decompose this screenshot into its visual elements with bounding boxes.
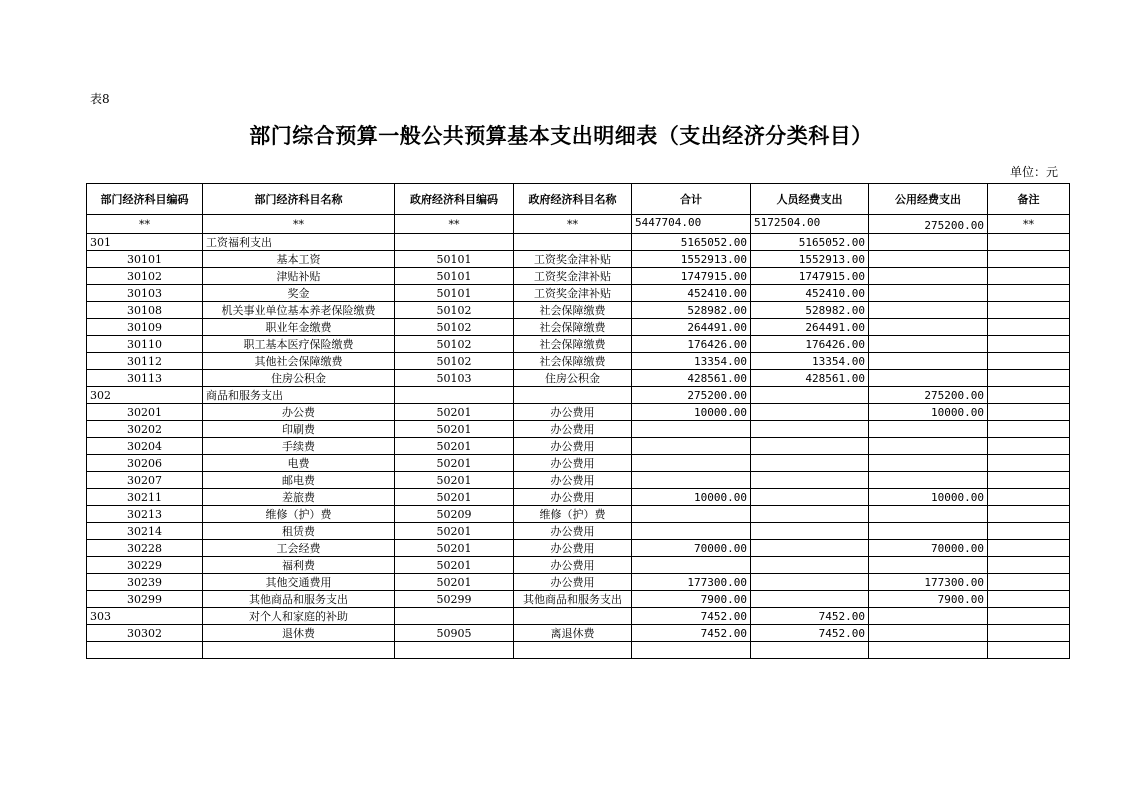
cell-gname: 工资奖金津补贴 [514,268,632,285]
cell-name [203,642,395,659]
cell-name: 维修（护）费 [203,506,395,523]
cell-personnel [751,591,869,608]
cell-note [988,455,1070,472]
cell-public [869,234,988,251]
cell-public [869,523,988,540]
cell-code: 30102 [87,268,203,285]
cell-code: 30239 [87,574,203,591]
cell-note [988,523,1070,540]
cell-name: 其他交通费用 [203,574,395,591]
cell-public [869,421,988,438]
cell-note [988,234,1070,251]
table-row [87,625,1070,642]
cell-total: 176426.00 [632,336,751,353]
cell-name: 其他社会保障缴费 [203,353,395,370]
cell-note [988,421,1070,438]
cell-name: 住房公积金 [203,370,395,387]
cell-gname [514,642,632,659]
cell-public [869,608,988,625]
cell-total [632,523,751,540]
cell-name: 邮电费 [203,472,395,489]
table-number: 表8 [90,92,110,106]
cell-note [988,268,1070,285]
cell-gcode [395,234,514,251]
table-row [87,455,1070,472]
cell-code: 30101 [87,251,203,268]
cell-name: 手续费 [203,438,395,455]
cell-personnel [751,472,869,489]
cell-note [988,591,1070,608]
cell-gcode: 50299 [395,591,514,608]
cell-code: 30108 [87,302,203,319]
cell-total: 275200.00 [632,387,751,404]
header-public: 公用经费支出 [869,184,988,215]
cell-code: 30103 [87,285,203,302]
cell-name: 奖金 [203,285,395,302]
cell: 5172504.00 [751,215,869,234]
cell-gcode: 50103 [395,370,514,387]
cell-gname: 办公费用 [514,523,632,540]
cell-gcode: 50102 [395,302,514,319]
cell-note [988,557,1070,574]
cell-code: 30206 [87,455,203,472]
cell-gcode: 50201 [395,523,514,540]
cell-gcode: 50102 [395,336,514,353]
cell-personnel: 5165052.00 [751,234,869,251]
cell-name: 基本工资 [203,251,395,268]
cell-public [869,251,988,268]
header-gov-code: 政府经济科目编码 [395,184,514,215]
cell-name: 职业年金缴费 [203,319,395,336]
cell-gname: 社会保障缴费 [514,353,632,370]
cell: ** [87,215,203,234]
cell-gname: 住房公积金 [514,370,632,387]
cell-gname: 办公费用 [514,438,632,455]
header-note: 备注 [988,184,1070,215]
cell-gname [514,608,632,625]
cell-code: 30302 [87,625,203,642]
table-row [87,591,1070,608]
cell-total: 7452.00 [632,625,751,642]
cell-gcode: 50101 [395,268,514,285]
cell-name: 工会经费 [203,540,395,557]
group-row [87,387,1070,404]
cell-gcode: 50201 [395,557,514,574]
cell-gname: 其他商品和服务支出 [514,591,632,608]
header-row [87,184,1070,215]
cell-public [869,370,988,387]
cell-note [988,608,1070,625]
cell-gname: 社会保障缴费 [514,336,632,353]
cell-note [988,302,1070,319]
cell-note [988,353,1070,370]
cell-gcode: 50201 [395,540,514,557]
cell-name: 福利费 [203,557,395,574]
cell-gcode: 50905 [395,625,514,642]
cell-name: 差旅费 [203,489,395,506]
cell-note [988,574,1070,591]
cell-gname: 社会保障缴费 [514,319,632,336]
cell-personnel: 528982.00 [751,302,869,319]
cell-gcode: 50201 [395,489,514,506]
cell-gcode: 50201 [395,438,514,455]
cell-personnel [751,438,869,455]
cell-code [87,642,203,659]
cell-personnel [751,523,869,540]
cell-personnel [751,642,869,659]
cell-name: 办公费 [203,404,395,421]
cell-name: 工资福利支出 [203,234,395,251]
cell-name: 对个人和家庭的补助 [203,608,395,625]
cell-personnel: 176426.00 [751,336,869,353]
table-row [87,353,1070,370]
cell-name: 租赁费 [203,523,395,540]
table-row [87,370,1070,387]
cell-total: 13354.00 [632,353,751,370]
cell-gname: 办公费用 [514,472,632,489]
cell-total: 452410.00 [632,285,751,302]
cell-code: 30211 [87,489,203,506]
table-row [87,489,1070,506]
cell-name: 其他商品和服务支出 [203,591,395,608]
cell-name: 津贴补贴 [203,268,395,285]
cell-code: 30213 [87,506,203,523]
table-row [87,557,1070,574]
group-row [87,608,1070,625]
cell-gname: 办公费用 [514,574,632,591]
table-row [87,540,1070,557]
header-gov-name: 政府经济科目名称 [514,184,632,215]
cell-note [988,489,1070,506]
cell-code: 301 [87,234,203,251]
cell-total: 177300.00 [632,574,751,591]
cell-gcode: 50102 [395,353,514,370]
cell-total: 528982.00 [632,302,751,319]
table-row [87,438,1070,455]
cell-public: 10000.00 [869,489,988,506]
table-row [87,574,1070,591]
cell-gcode: 50101 [395,285,514,302]
cell-gname [514,234,632,251]
header-personnel: 人员经费支出 [751,184,869,215]
cell-personnel [751,557,869,574]
cell-total [632,557,751,574]
cell-code: 30228 [87,540,203,557]
table-row [87,404,1070,421]
cell-public [869,642,988,659]
table-row [87,421,1070,438]
cell-note [988,540,1070,557]
cell-gcode: 50201 [395,421,514,438]
cell-personnel: 13354.00 [751,353,869,370]
cell-code: 30109 [87,319,203,336]
cell-personnel: 264491.00 [751,319,869,336]
table-row [87,472,1070,489]
cell-total: 70000.00 [632,540,751,557]
cell-personnel: 1552913.00 [751,251,869,268]
table-row [87,336,1070,353]
table-row [87,642,1070,659]
cell-name: 电费 [203,455,395,472]
cell-personnel: 428561.00 [751,370,869,387]
cell-public [869,353,988,370]
cell: ** [988,215,1070,234]
cell-code: 30201 [87,404,203,421]
cell-gcode: 50201 [395,404,514,421]
cell-name: 商品和服务支出 [203,387,395,404]
cell-code: 302 [87,387,203,404]
cell-name: 退休费 [203,625,395,642]
cell-personnel: 7452.00 [751,608,869,625]
cell-total: 10000.00 [632,404,751,421]
budget-table [86,183,1070,659]
table-row [87,268,1070,285]
cell-personnel [751,574,869,591]
cell-public [869,319,988,336]
cell-public: 275200.00 [869,387,988,404]
cell-public: 70000.00 [869,540,988,557]
table-row [87,251,1070,268]
cell-gname: 工资奖金津补贴 [514,251,632,268]
cell-gname: 办公费用 [514,404,632,421]
cell: 5447704.00 [632,215,751,234]
cell-personnel: 1747915.00 [751,268,869,285]
cell-public: 7900.00 [869,591,988,608]
cell-gcode: 50209 [395,506,514,523]
cell-public: 177300.00 [869,574,988,591]
cell-personnel [751,455,869,472]
cell-code: 30113 [87,370,203,387]
header-total: 合计 [632,184,751,215]
cell-public [869,438,988,455]
cell-gname: 办公费用 [514,489,632,506]
header-dept-name: 部门经济科目名称 [203,184,395,215]
cell-public [869,285,988,302]
cell-note [988,642,1070,659]
cell-gname: 社会保障缴费 [514,302,632,319]
cell-note [988,506,1070,523]
table-row [87,302,1070,319]
cell-name: 印刷费 [203,421,395,438]
cell-public [869,302,988,319]
cell-gname [514,387,632,404]
cell-personnel: 7452.00 [751,625,869,642]
table-row [87,319,1070,336]
cell-total: 264491.00 [632,319,751,336]
cell-name: 机关事业单位基本养老保险缴费 [203,302,395,319]
cell-name: 职工基本医疗保险缴费 [203,336,395,353]
cell-public [869,625,988,642]
cell: ** [395,215,514,234]
cell-total [632,438,751,455]
cell-code: 303 [87,608,203,625]
cell-total: 10000.00 [632,489,751,506]
cell-personnel [751,387,869,404]
table-row [87,285,1070,302]
cell-gcode: 50201 [395,455,514,472]
cell-public: 10000.00 [869,404,988,421]
cell-code: 30214 [87,523,203,540]
cell-gname: 离退休费 [514,625,632,642]
cell-note [988,251,1070,268]
cell-code: 30229 [87,557,203,574]
cell-total: 7452.00 [632,608,751,625]
cell-personnel: 452410.00 [751,285,869,302]
cell: ** [514,215,632,234]
cell-gcode: 50201 [395,472,514,489]
cell-code: 30299 [87,591,203,608]
cell-total: 5165052.00 [632,234,751,251]
cell-note [988,387,1070,404]
cell-gname: 工资奖金津补贴 [514,285,632,302]
page-title: 部门综合预算一般公共预算基本支出明细表（支出经济分类科目） [249,124,873,148]
cell-note [988,336,1070,353]
cell-public [869,557,988,574]
cell-gcode [395,387,514,404]
cell-total [632,472,751,489]
cell-gname: 办公费用 [514,557,632,574]
summary-row [87,215,1070,234]
cell-gname: 维修（护）费 [514,506,632,523]
group-row [87,234,1070,251]
cell-public [869,455,988,472]
cell-public [869,336,988,353]
cell-total: 428561.00 [632,370,751,387]
cell-code: 30207 [87,472,203,489]
cell-note [988,472,1070,489]
cell-gcode: 50201 [395,574,514,591]
header-dept-code: 部门经济科目编码 [87,184,203,215]
cell-public [869,472,988,489]
cell-note [988,404,1070,421]
cell-gname: 办公费用 [514,540,632,557]
cell: ** [203,215,395,234]
cell-note [988,370,1070,387]
cell-personnel [751,421,869,438]
cell-public [869,506,988,523]
cell-personnel [751,404,869,421]
cell-gcode: 50101 [395,251,514,268]
cell-code: 30110 [87,336,203,353]
cell-code: 30204 [87,438,203,455]
cell-total: 7900.00 [632,591,751,608]
table-row [87,506,1070,523]
cell: 275200.00 [869,215,988,234]
cell-total: 1747915.00 [632,268,751,285]
cell-gname: 办公费用 [514,421,632,438]
cell-total [632,642,751,659]
cell-gcode [395,642,514,659]
cell-gname: 办公费用 [514,455,632,472]
cell-personnel [751,540,869,557]
cell-gcode [395,608,514,625]
cell-code: 30202 [87,421,203,438]
cell-note [988,319,1070,336]
cell-personnel [751,489,869,506]
cell-note [988,285,1070,302]
cell-total: 1552913.00 [632,251,751,268]
cell-total [632,421,751,438]
cell-note [988,438,1070,455]
cell-code: 30112 [87,353,203,370]
cell-total [632,506,751,523]
cell-personnel [751,506,869,523]
cell-gcode: 50102 [395,319,514,336]
cell-total [632,455,751,472]
table-row [87,523,1070,540]
cell-note [988,625,1070,642]
cell-public [869,268,988,285]
unit-label: 单位：元 [1010,165,1059,179]
